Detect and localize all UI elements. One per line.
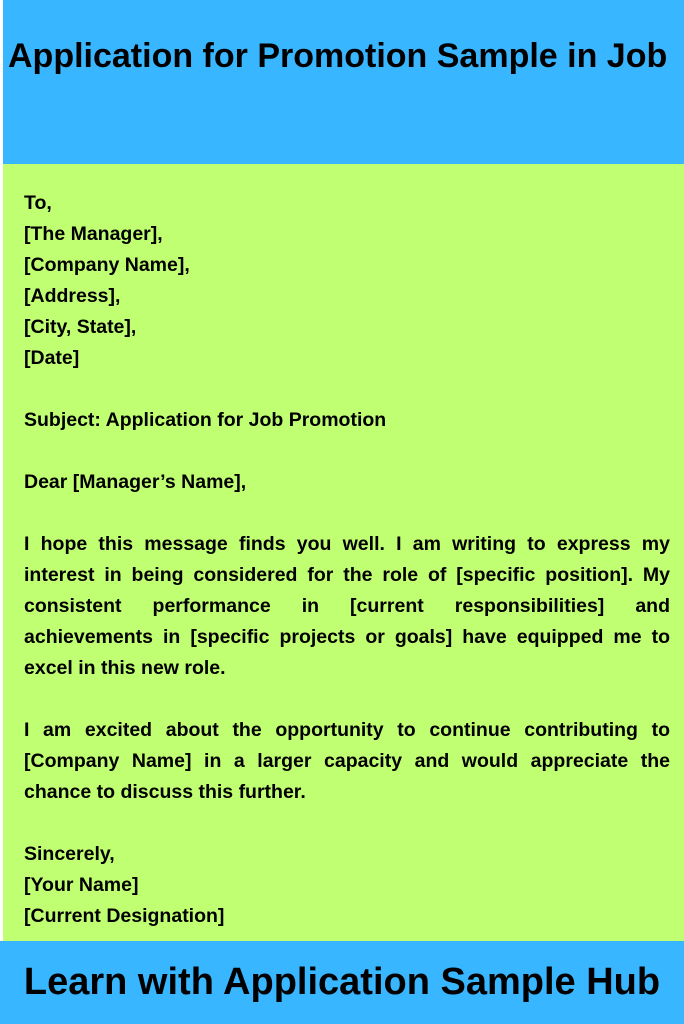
page-title: Application for Promotion Sample in Job: [8, 37, 668, 75]
address-line: [Address],: [24, 285, 121, 307]
address-line: [Date]: [24, 347, 80, 369]
address-block: [24, 188, 670, 374]
body-paragraph: I am excited about the opportunity to continue contributing to [Company Name] in a larger capacity and would appreciate the chance to discuss this further.: [24, 719, 670, 803]
address-line: [Company Name],: [24, 254, 190, 276]
closing-block: [24, 839, 670, 932]
salutation: Dear [Manager’s Name],: [24, 471, 247, 493]
address-line: [City, State],: [24, 316, 137, 338]
body-paragraph: I hope this message finds you well. I am writing to express my interest in being considered for the role of [specific position]. My consistent performance in [current responsibilities] and achievements in [specific projects or goals] have equipped me to excel in this new role.: [24, 533, 670, 679]
closing-line: Sincerely,: [24, 843, 115, 865]
closing-line: [Your Name]: [24, 874, 139, 896]
closing-line: [Current Designation]: [24, 905, 225, 927]
subject-line: Subject: Application for Job Promotion: [24, 409, 387, 431]
footer-text: Learn with Application Sample Hub: [23, 961, 661, 1003]
header-banner: [3, 0, 684, 164]
address-line: [The Manager],: [24, 223, 163, 245]
letter-body: [3, 164, 684, 941]
footer-banner: [0, 941, 684, 1024]
address-line: To,: [24, 192, 52, 214]
